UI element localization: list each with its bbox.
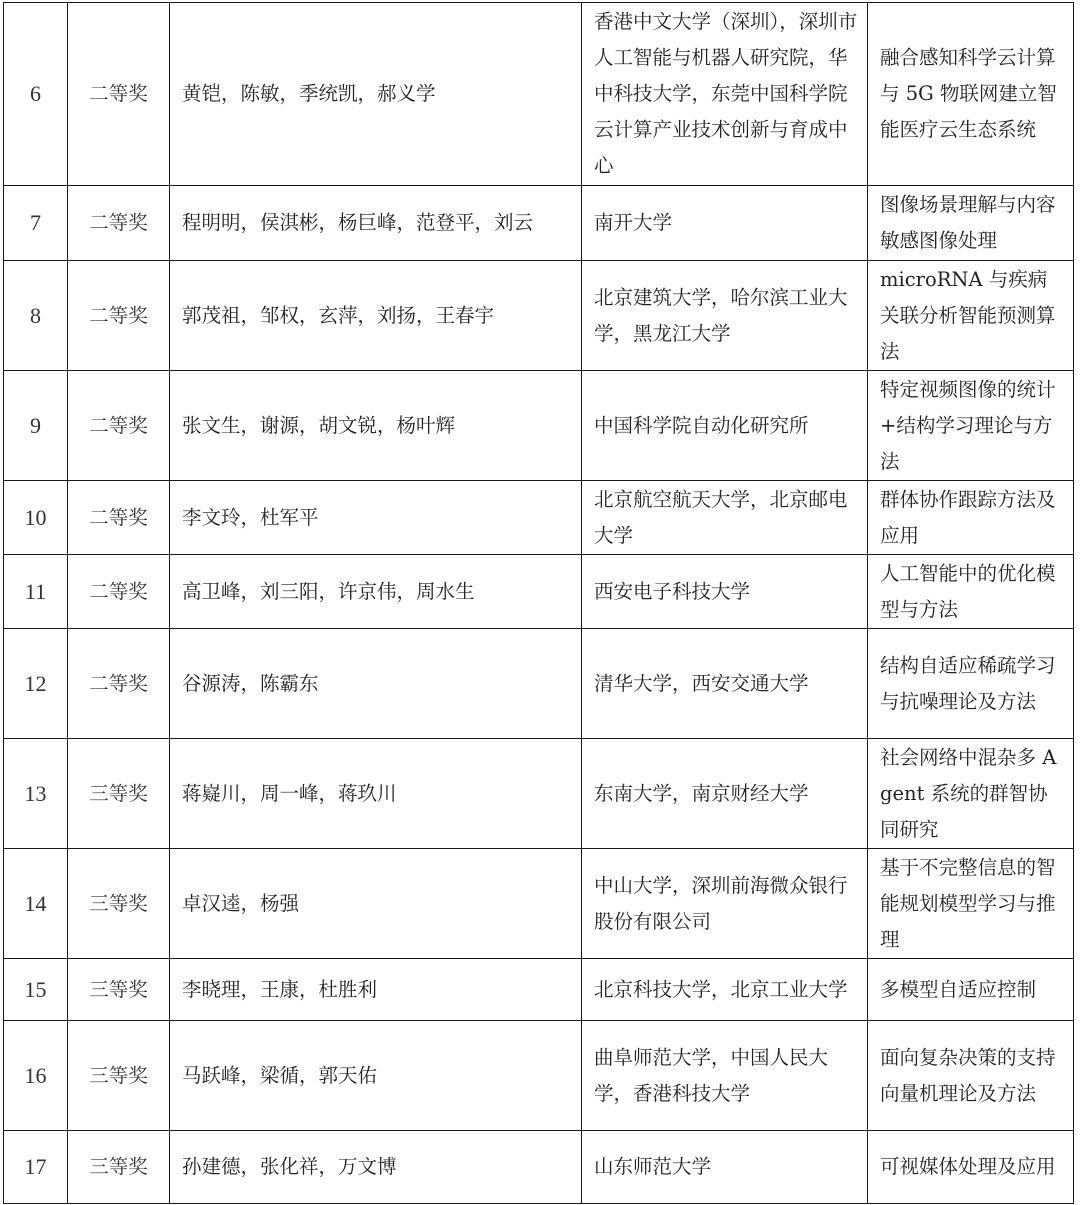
project-title: 社会网络中混杂多 Agent 系统的群智协同研究 xyxy=(868,739,1074,849)
award-level: 三等奖 xyxy=(68,1021,170,1131)
row-number: 12 xyxy=(4,629,68,739)
recipients: 高卫峰，刘三阳，许京伟，周水生 xyxy=(170,555,582,629)
recipients: 马跃峰，梁循，郭天佑 xyxy=(170,1021,582,1131)
award-level: 二等奖 xyxy=(68,555,170,629)
award-level: 三等奖 xyxy=(68,849,170,959)
recipients: 蒋嶷川，周一峰，蒋玖川 xyxy=(170,739,582,849)
recipients: 卓汉逵，杨强 xyxy=(170,849,582,959)
row-number: 6 xyxy=(4,3,68,186)
project-title: 基于不完整信息的智能规划模型学习与推理 xyxy=(868,849,1074,959)
project-title: 多模型自适应控制 xyxy=(868,959,1074,1021)
recipients: 谷源涛，陈霸东 xyxy=(170,629,582,739)
award-level: 三等奖 xyxy=(68,1131,170,1204)
recipients: 郭茂祖，邹权，玄萍，刘扬，王春宇 xyxy=(170,261,582,371)
project-title: 面向复杂决策的支持向量机理论及方法 xyxy=(868,1021,1074,1131)
award-level: 三等奖 xyxy=(68,739,170,849)
project-title: microRNA 与疾病关联分析智能预测算法 xyxy=(868,261,1074,371)
table-row xyxy=(4,371,1074,481)
award-level: 二等奖 xyxy=(68,261,170,371)
table-row xyxy=(4,849,1074,959)
table-row xyxy=(4,555,1074,629)
project-title: 结构自适应稀疏学习与抗噪理论及方法 xyxy=(868,629,1074,739)
table-row xyxy=(4,186,1074,261)
row-number: 16 xyxy=(4,1021,68,1131)
table-row xyxy=(4,261,1074,371)
institutions: 香港中文大学（深圳），深圳市人工智能与机器人研究院，华中科技大学，东莞中国科学院云计算产业技术创新与育成中心 xyxy=(582,3,868,186)
recipients: 李文玲，杜军平 xyxy=(170,481,582,555)
row-number: 13 xyxy=(4,739,68,849)
institutions: 山东师范大学 xyxy=(582,1131,868,1204)
table-row xyxy=(4,959,1074,1021)
table-row xyxy=(4,481,1074,555)
institutions: 曲阜师范大学，中国人民大学，香港科技大学 xyxy=(582,1021,868,1131)
institutions: 北京科技大学，北京工业大学 xyxy=(582,959,868,1021)
institutions: 北京建筑大学，哈尔滨工业大学，黑龙江大学 xyxy=(582,261,868,371)
award-level: 三等奖 xyxy=(68,959,170,1021)
institutions: 中国科学院自动化研究所 xyxy=(582,371,868,481)
award-level: 二等奖 xyxy=(68,186,170,261)
award-level: 二等奖 xyxy=(68,481,170,555)
award-table xyxy=(3,2,1074,1204)
project-title: 群体协作跟踪方法及应用 xyxy=(868,481,1074,555)
institutions: 北京航空航天大学，北京邮电大学 xyxy=(582,481,868,555)
table-row xyxy=(4,1131,1074,1204)
award-level: 二等奖 xyxy=(68,629,170,739)
institutions: 西安电子科技大学 xyxy=(582,555,868,629)
table-row xyxy=(4,1021,1074,1131)
institutions: 清华大学，西安交通大学 xyxy=(582,629,868,739)
row-number: 14 xyxy=(4,849,68,959)
recipients: 孙建德，张化祥，万文博 xyxy=(170,1131,582,1204)
row-number: 7 xyxy=(4,186,68,261)
recipients: 张文生，谢源，胡文锐，杨叶辉 xyxy=(170,371,582,481)
table-row xyxy=(4,3,1074,186)
recipients: 李晓理，王康，杜胜利 xyxy=(170,959,582,1021)
row-number: 9 xyxy=(4,371,68,481)
institutions: 东南大学，南京财经大学 xyxy=(582,739,868,849)
institutions: 南开大学 xyxy=(582,186,868,261)
row-number: 10 xyxy=(4,481,68,555)
project-title: 可视媒体处理及应用 xyxy=(868,1131,1074,1204)
award-level: 二等奖 xyxy=(68,371,170,481)
table-row xyxy=(4,629,1074,739)
row-number: 8 xyxy=(4,261,68,371)
row-number: 11 xyxy=(4,555,68,629)
award-level: 二等奖 xyxy=(68,3,170,186)
project-title: 人工智能中的优化模型与方法 xyxy=(868,555,1074,629)
institutions: 中山大学，深圳前海微众银行股份有限公司 xyxy=(582,849,868,959)
recipients: 程明明，侯淇彬，杨巨峰，范登平，刘云 xyxy=(170,186,582,261)
project-title: 特定视频图像的统计+结构学习理论与方法 xyxy=(868,371,1074,481)
recipients: 黄铠，陈敏，季统凯，郝义学 xyxy=(170,3,582,186)
row-number: 17 xyxy=(4,1131,68,1204)
project-title: 图像场景理解与内容敏感图像处理 xyxy=(868,186,1074,261)
table-row xyxy=(4,739,1074,849)
row-number: 15 xyxy=(4,959,68,1021)
project-title: 融合感知科学云计算与 5G 物联网建立智能医疗云生态系统 xyxy=(868,3,1074,186)
